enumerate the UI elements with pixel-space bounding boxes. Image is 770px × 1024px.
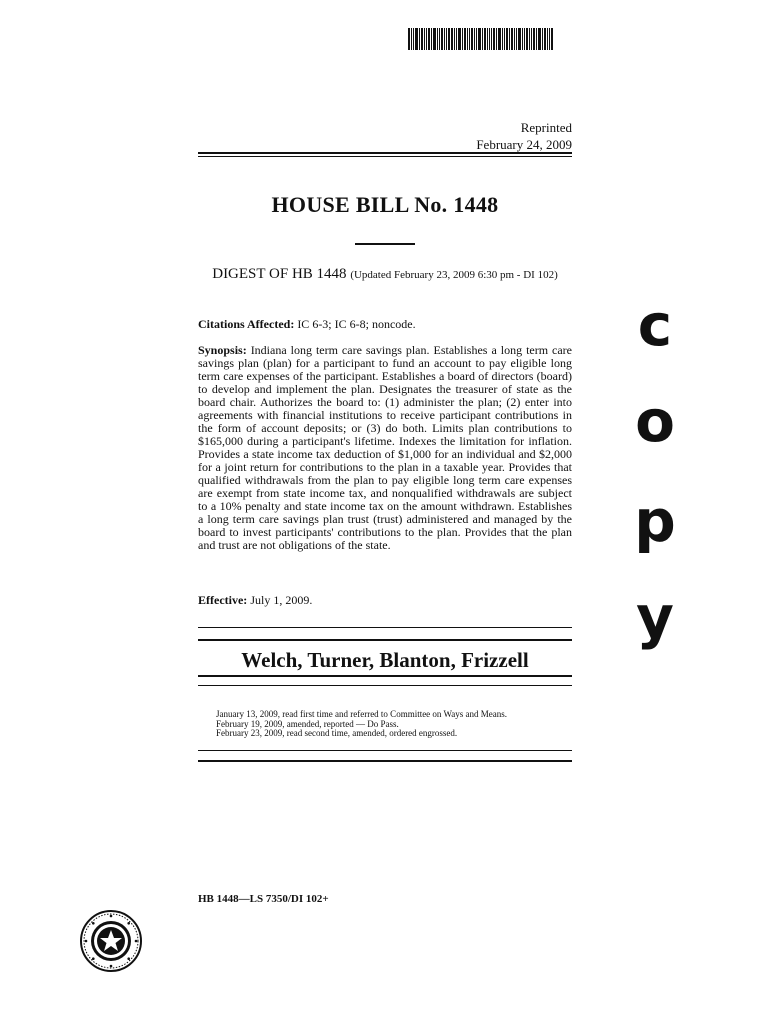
authors-rule-2 bbox=[198, 639, 572, 641]
barcode-bar bbox=[464, 28, 466, 50]
barcode-bar bbox=[467, 28, 468, 50]
effective-label: Effective: bbox=[198, 593, 248, 607]
citations-label: Citations Affected: bbox=[198, 317, 295, 331]
citations-affected bbox=[198, 318, 572, 331]
barcode-bar bbox=[542, 28, 543, 50]
history-item: February 19, 2009, amended, reported — Do Pass. bbox=[216, 718, 399, 729]
barcode-bar bbox=[411, 28, 412, 50]
barcode-bar bbox=[428, 28, 430, 50]
barcode-bar bbox=[441, 28, 443, 50]
barcode-bar bbox=[448, 28, 450, 50]
copy-watermark-o: o bbox=[635, 387, 675, 455]
digest-main: DIGEST OF HB 1448 bbox=[212, 266, 347, 282]
reprint-label: Reprinted bbox=[520, 120, 572, 135]
legislative-history bbox=[216, 710, 556, 739]
barcode-bar bbox=[471, 28, 473, 50]
barcode-bar bbox=[426, 28, 427, 50]
barcode-bar bbox=[524, 28, 525, 50]
barcode-bar bbox=[433, 28, 436, 50]
copy-watermark-c: c bbox=[637, 291, 673, 359]
copy-watermark-y: y bbox=[636, 583, 674, 651]
citations-text: IC 6-3; IC 6-8; noncode. bbox=[297, 317, 416, 331]
barcode-bar bbox=[415, 28, 418, 50]
barcode-bar bbox=[549, 28, 550, 50]
barcode-bar bbox=[498, 28, 501, 50]
history-item: January 13, 2009, read first time and referred to Committee on Ways and Means. bbox=[216, 709, 508, 719]
barcode-bar bbox=[444, 28, 445, 50]
history-rule-1 bbox=[198, 750, 572, 751]
state-seal-icon bbox=[80, 910, 142, 972]
barcode-bar bbox=[478, 28, 481, 50]
barcode-bar bbox=[451, 28, 453, 50]
barcode-bar bbox=[469, 28, 470, 50]
barcode-bar bbox=[439, 28, 440, 50]
barcode-bar bbox=[502, 28, 503, 50]
barcode-bar bbox=[516, 28, 517, 50]
barcode-bar bbox=[424, 28, 425, 50]
barcode-bar bbox=[514, 28, 515, 50]
barcode-bar bbox=[509, 28, 510, 50]
digest-heading bbox=[198, 266, 572, 283]
barcode-bar bbox=[491, 28, 492, 50]
barcode-bar bbox=[446, 28, 447, 50]
authors-rule-1 bbox=[198, 627, 572, 628]
barcode-icon bbox=[408, 28, 588, 50]
barcode-bar bbox=[462, 28, 463, 50]
barcode-bar bbox=[484, 28, 486, 50]
barcode-bar bbox=[496, 28, 497, 50]
history-rule-2 bbox=[198, 760, 572, 762]
bill-authors: Welch, Turner, Blanton, Frizzell bbox=[241, 648, 529, 672]
barcode-bar bbox=[511, 28, 513, 50]
barcode-bar bbox=[529, 28, 530, 50]
synopsis-label: Synopsis: bbox=[198, 343, 247, 357]
barcode-bar bbox=[456, 28, 457, 50]
bill-title: HOUSE BILL No. 1448 bbox=[271, 192, 499, 217]
barcode-bar bbox=[482, 28, 483, 50]
barcode-bar bbox=[522, 28, 523, 50]
effective-date bbox=[198, 594, 572, 607]
barcode-bar bbox=[533, 28, 535, 50]
barcode-bar bbox=[526, 28, 528, 50]
effective-text: July 1, 2009. bbox=[250, 593, 313, 607]
barcode-bar bbox=[551, 28, 553, 50]
copy-watermark-p: p bbox=[634, 487, 676, 555]
barcode-bar bbox=[458, 28, 461, 50]
barcode-bar bbox=[504, 28, 505, 50]
barcode-bar bbox=[413, 28, 414, 50]
header-rule-bottom bbox=[198, 156, 572, 157]
barcode-bar bbox=[547, 28, 548, 50]
barcode-bar bbox=[487, 28, 488, 50]
barcode-bar bbox=[431, 28, 432, 50]
title-divider bbox=[355, 243, 415, 245]
barcode-bar bbox=[421, 28, 423, 50]
synopsis bbox=[198, 344, 572, 552]
barcode-bar bbox=[544, 28, 546, 50]
barcode-bar bbox=[474, 28, 475, 50]
digest-note: (Updated February 23, 2009 6:30 pm - DI 102) bbox=[350, 269, 558, 281]
barcode-bar bbox=[476, 28, 477, 50]
header-rule-top bbox=[198, 152, 572, 154]
synopsis-text: Indiana long term care savings plan. Establishes a long term care savings plan (plan) for a participant to fund an account to pay eligible long term care expenses of the participant. Establishes a board of directors (board) to develop and implement the plan. Designates the treasurer of state as the board chair. Authorizes the board to: (1) administer the plan; (2) enter into agreements with financial institutions to receive participant contributions in the form of account deposits; or (3) do both. Limits plan contributions to $165,000 during a participant's lifetime. Indexes the limitation for inflation. Provides a state income tax deduction of $1,000 for an individual and $2,000 for a joint return for contributions to the plan in a taxable year. Provides that qualified withdrawals from the plan to pay eligible long term care expenses are exempt from state income tax, and nonqualified withdrawals are subject to a 10% penalty and state income tax on the amount withdrawn. Establishes a long term care savings plan trust (trust) administered and managed by the board to invest participants' contributions to the plan. Provides that the plan and trust are not obligations of the state. bbox=[198, 343, 573, 552]
authors-rule-3 bbox=[198, 675, 572, 677]
barcode-bar bbox=[419, 28, 420, 50]
history-item: February 23, 2009, read second time, amended, ordered engrossed. bbox=[216, 728, 458, 738]
authors-rule-4 bbox=[198, 685, 572, 686]
barcode-bar bbox=[538, 28, 541, 50]
barcode-bar bbox=[506, 28, 508, 50]
barcode-bar bbox=[408, 28, 410, 50]
reprint-date: February 24, 2009 bbox=[476, 137, 572, 152]
barcode-bar bbox=[454, 28, 455, 50]
barcode-bar bbox=[518, 28, 521, 50]
barcode-bar bbox=[536, 28, 537, 50]
barcode-bar bbox=[489, 28, 490, 50]
barcode-bar bbox=[531, 28, 532, 50]
barcode-bar bbox=[493, 28, 495, 50]
barcode-bar bbox=[437, 28, 438, 50]
bill-footer-id: HB 1448—LS 7350/DI 102+ bbox=[198, 893, 329, 905]
